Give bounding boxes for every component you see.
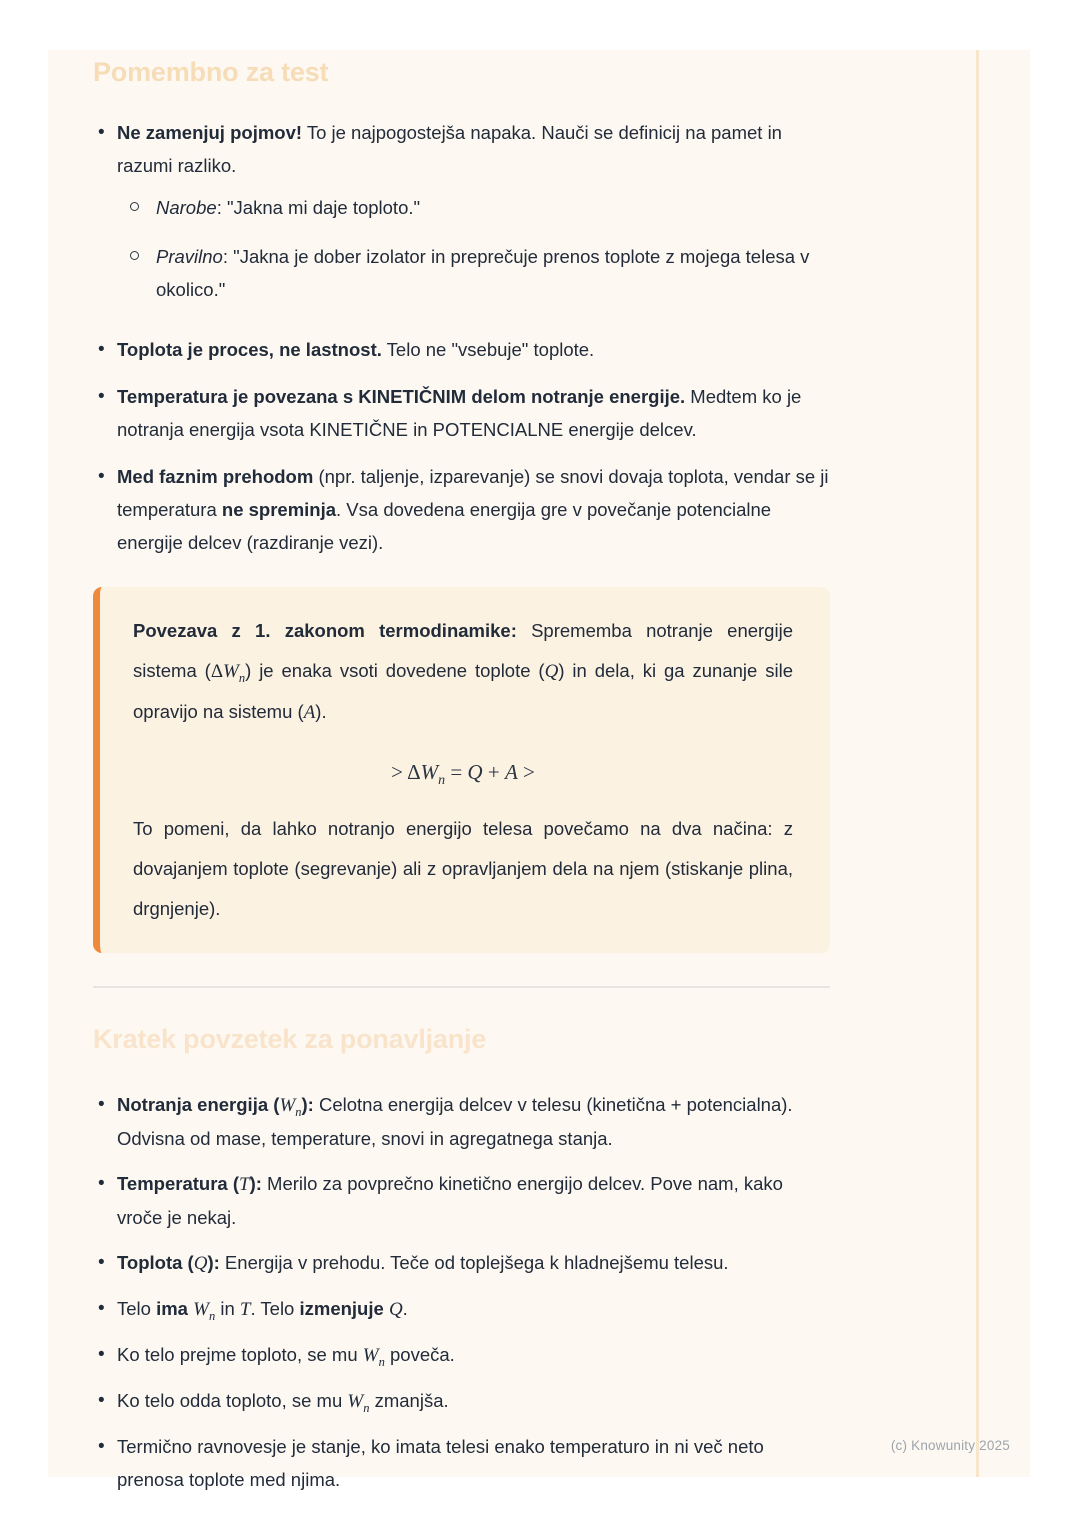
text-segment: Termično ravnovesje je stanje, ko imata telesi enako temperaturo in ni več neto prenosa toplote med njima. bbox=[117, 1436, 764, 1490]
text-bold: ): bbox=[249, 1173, 262, 1194]
text-bold: Notranja energija ( bbox=[117, 1094, 280, 1115]
list-item bbox=[93, 1292, 830, 1326]
text-bold: ): bbox=[207, 1252, 220, 1273]
sub-list-item bbox=[129, 240, 830, 306]
sub-list-item bbox=[129, 191, 830, 224]
sub-bullet-list bbox=[129, 191, 830, 306]
text-segment: . Telo bbox=[250, 1298, 300, 1319]
text-bold: ne spreminja bbox=[221, 499, 337, 520]
text-segment: ) je enaka vsoti dovedene toplote ( bbox=[245, 660, 545, 681]
list-item bbox=[93, 380, 830, 446]
formula-delta: Δ bbox=[407, 760, 421, 784]
formula-gt: > bbox=[523, 760, 535, 784]
copyright-watermark: (c) Knowunity 2025 bbox=[890, 1438, 1010, 1453]
formula-a: A bbox=[504, 760, 518, 784]
text-segment: zmanjša. bbox=[369, 1390, 449, 1411]
text-segment: Merilo za povprečno kinetično energijo delcev. Pove nam, kako vroče je nekaj. bbox=[117, 1173, 783, 1228]
formula-q: Q bbox=[467, 760, 483, 784]
text-segment: poveča. bbox=[384, 1344, 455, 1365]
formula-sub-n: n bbox=[438, 773, 446, 789]
formula-equals: = bbox=[450, 760, 463, 784]
first-law-formula bbox=[133, 757, 793, 787]
text-segment: Ko telo prejme toploto, se mu bbox=[117, 1344, 363, 1365]
list-item bbox=[93, 1246, 830, 1280]
math-a: A bbox=[303, 702, 316, 723]
list-item bbox=[93, 1167, 830, 1234]
page-content bbox=[93, 50, 830, 1508]
text-bold: Temperatura je povezana s KINETIČNIM delom notranje energije. bbox=[117, 386, 686, 407]
math-q: Q bbox=[388, 1299, 403, 1320]
math-wn: $W_n$ bbox=[279, 1095, 302, 1119]
callout-paragraph bbox=[133, 611, 793, 733]
text-bold: Toplota je proces, ne lastnost. bbox=[117, 339, 382, 360]
text-segment: Telo bbox=[117, 1298, 157, 1319]
text-bold: ima bbox=[156, 1298, 194, 1319]
math-delta-wn: $\Delta W_n$ bbox=[210, 661, 246, 685]
thermodynamics-callout-box bbox=[93, 587, 830, 953]
summary-bullet-list bbox=[93, 1088, 830, 1496]
text-segment: Celotna energija delcev v telesu (kinetična + potencialna). Odvisna od mase, temperature, snovi in agregatnega stanja. bbox=[117, 1094, 793, 1149]
text-segment: Sprememba notranje energije sistema ( bbox=[133, 620, 793, 681]
text-segment: Medtem ko je notranja energija vsota KINETIČNE in POTENCIALNE energije delcev. bbox=[117, 386, 802, 440]
text-bold: Povezava z 1. zakonom termodinamike: bbox=[133, 620, 517, 641]
section-title-kratek-povzetek: Kratek povzetek za ponavljanje bbox=[93, 1024, 487, 1054]
math-wn: $W_n$ bbox=[193, 1299, 216, 1323]
text-segment: in bbox=[215, 1298, 240, 1319]
math-q: Q bbox=[544, 661, 559, 682]
text-bold: Ne zamenjuj pojmov! bbox=[117, 122, 303, 143]
text-bold: Toplota ( bbox=[117, 1252, 194, 1273]
list-item bbox=[93, 333, 830, 366]
text-segment: Ko telo odda toploto, se mu bbox=[117, 1390, 348, 1411]
text-segment: (npr. taljenje, izparevanje) se snovi dovaja toplota, vendar se ji temperatura bbox=[117, 466, 829, 520]
list-item bbox=[93, 460, 830, 559]
list-item bbox=[93, 1338, 830, 1372]
text-bold: Temperatura ( bbox=[117, 1173, 239, 1194]
math-wn: $W_n$ bbox=[362, 1345, 385, 1369]
text-italic: Pravilno bbox=[156, 246, 223, 267]
math-q: Q bbox=[193, 1253, 208, 1274]
text-segment: ) in dela, ki ga zunanje sile opravijo na sistemu ( bbox=[133, 660, 793, 722]
text-bold: Med faznim prehodom bbox=[117, 466, 314, 487]
formula-w: W bbox=[420, 760, 439, 784]
list-item bbox=[93, 1088, 830, 1155]
text-segment: To je najpogostejša napaka. Nauči se definicij na pamet in razumi razliko. bbox=[117, 122, 782, 176]
math-t: T bbox=[239, 1174, 250, 1195]
text-segment: . Vsa dovedena energija gre v povečanje potencialne energije delcev (razdiranje vezi). bbox=[117, 499, 772, 553]
text-bold: ): bbox=[301, 1094, 314, 1115]
section-title-pomembno-za-test: Pomembno za test bbox=[93, 57, 329, 87]
text-segment: ). bbox=[315, 701, 327, 722]
list-item bbox=[93, 116, 830, 306]
text-segment: : "Jakna mi daje toploto." bbox=[216, 197, 421, 218]
important-bullet-list bbox=[93, 116, 830, 559]
math-t: T bbox=[239, 1299, 251, 1320]
list-item bbox=[93, 1384, 830, 1418]
list-item bbox=[93, 1430, 830, 1496]
formula-gt: > bbox=[391, 760, 403, 784]
text-segment: . bbox=[402, 1298, 408, 1319]
formula-plus: + bbox=[487, 760, 500, 784]
math-wn: $W_n$ bbox=[347, 1391, 370, 1415]
text-segment: Telo ne "vsebuje" toplote. bbox=[381, 339, 595, 360]
section-divider bbox=[93, 986, 830, 988]
text-italic: Narobe bbox=[156, 197, 217, 218]
page-margin-line bbox=[976, 50, 979, 1477]
text-segment: Energija v prehodu. Teče od toplejšega k hladnejšemu telesu. bbox=[219, 1252, 729, 1273]
text-bold: izmenjuje bbox=[299, 1298, 389, 1319]
callout-paragraph: To pomeni, da lahko notranjo energijo telesa povečamo na dva načina: z dovajanjem toplote (segrevanje) ali z opravljanjem dela na njem (stiskanje plina, drgnjenje). bbox=[133, 818, 793, 919]
text-segment: : "Jakna je dober izolator in preprečuje prenos toplote z mojega telesa v okolico." bbox=[156, 246, 810, 300]
document-page bbox=[48, 50, 1030, 1490]
